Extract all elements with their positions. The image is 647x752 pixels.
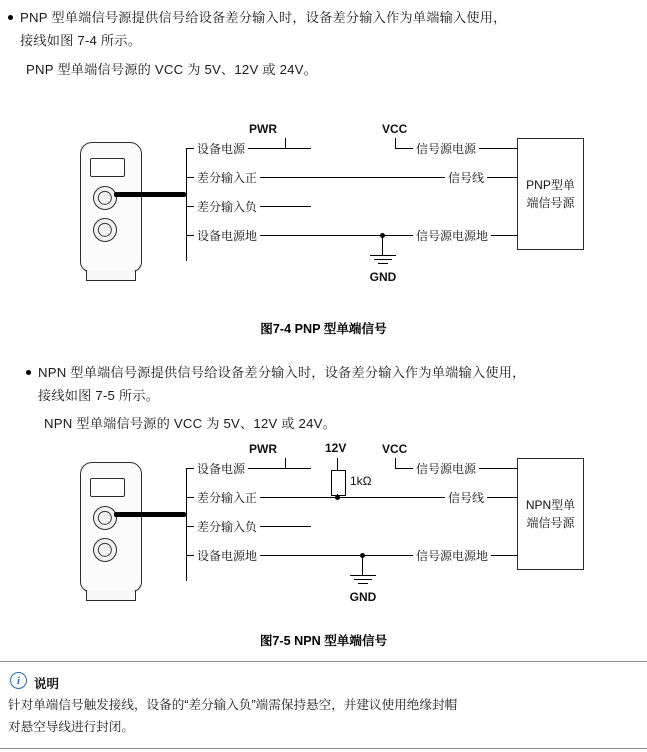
note-divider-bottom xyxy=(0,748,647,749)
wire-ground-drop xyxy=(382,235,383,255)
device-base-npn xyxy=(86,590,136,601)
signal-source-box xyxy=(517,138,584,250)
note-body-line1: 针对单端信号触发接线，设备的“差分输入负”端需保持悬空，并建议使用绝缘封帽 xyxy=(8,698,458,712)
paragraph-npn-vcc xyxy=(44,412,634,435)
device-display-npn xyxy=(90,478,125,497)
ground-bar-3-npn xyxy=(358,583,368,584)
paragraph-pnp-vcc xyxy=(26,58,626,81)
ground-bar-2 xyxy=(374,259,392,260)
ground-bar-1 xyxy=(370,255,396,256)
label-resistor-value: 1kΩ xyxy=(350,474,372,488)
label-device-power: 设备电源 xyxy=(194,140,248,157)
label-diff-input-negative-npn: 差分输入负 xyxy=(194,518,260,535)
paragraph-pnp-intro-line2: 接线如图 7-4 所示。 xyxy=(20,33,142,49)
device-display xyxy=(90,158,125,177)
figure-7-5-caption: 图7-5 NPN 型单端信号 xyxy=(259,634,388,648)
label-signal-line: 信号线 xyxy=(445,169,487,186)
label-device-ground-npn: 设备电源地 xyxy=(194,547,260,564)
paragraph-pnp-intro-line1: PNP 型单端信号源提供信号给设备差分输入时，设备差分输入作为单端输入使用， xyxy=(20,10,507,25)
wire-pwr-tick-npn xyxy=(285,458,286,468)
device-cable xyxy=(114,192,186,197)
signal-source-box-npn-line1: NPN型单 xyxy=(525,498,576,512)
label-device-ground: 设备电源地 xyxy=(194,227,260,244)
paragraph-npn-intro-line2: 接线如图 7-5 所示。 xyxy=(38,388,160,404)
label-source-ground-npn: 信号源电源地 xyxy=(413,547,491,564)
wire-vcc-tick-npn xyxy=(395,458,396,468)
label-pwr-npn: PWR xyxy=(249,442,277,456)
figure-7-4-caption: 图7-4 PNP 型单端信号 xyxy=(260,322,387,336)
label-vcc: VCC xyxy=(382,122,408,136)
signal-source-box-npn xyxy=(517,458,584,570)
ground-bar-3 xyxy=(378,263,388,264)
signal-source-box-line2: 端信号源 xyxy=(526,196,575,210)
device-connector-bottom-npn xyxy=(93,538,117,562)
device-connector-top-npn xyxy=(93,506,117,530)
paragraph-pnp-intro xyxy=(20,6,640,52)
info-icon: i xyxy=(10,672,27,689)
paragraph-pnp-vcc-line1: PNP 型单端信号源的 VCC 为 5V、12V 或 24V。 xyxy=(26,62,318,77)
signal-source-box-npn-line2: 端信号源 xyxy=(526,516,575,530)
paragraph-npn-vcc-line1: NPN 型单端信号源的 VCC 为 5V、12V 或 24V。 xyxy=(44,416,336,431)
device-connector-top xyxy=(93,186,117,210)
resistor-1k xyxy=(331,470,346,496)
label-diff-input-negative: 差分输入负 xyxy=(194,198,260,215)
label-signal-line-npn: 信号线 xyxy=(445,489,487,506)
resistor-node-dot xyxy=(335,495,340,500)
label-12v: 12V xyxy=(325,441,347,455)
label-source-power: 信号源电源 xyxy=(413,140,479,157)
label-gnd-npn: GND xyxy=(349,590,377,604)
wire-device-trunk xyxy=(186,148,187,261)
wire-vcc-tick xyxy=(395,138,396,148)
bullet-icon-npn xyxy=(26,370,31,375)
ground-bar-1-npn xyxy=(350,575,376,576)
wire-ground-drop-npn xyxy=(362,555,363,575)
signal-source-box-line1: PNP型单 xyxy=(526,178,575,192)
wire-12v-top xyxy=(337,458,338,470)
note-divider-top xyxy=(0,661,647,662)
paragraph-npn-intro-line1: NPN 型单端信号源提供信号给设备差分输入时，设备差分输入作为单端输入使用， xyxy=(38,365,526,380)
device-base xyxy=(86,270,136,281)
label-vcc-npn: VCC xyxy=(382,442,408,456)
wire-pwr-tick xyxy=(285,138,286,148)
label-pwr: PWR xyxy=(249,122,277,136)
label-diff-input-positive: 差分输入正 xyxy=(194,169,260,186)
label-diff-input-positive-npn: 差分输入正 xyxy=(194,489,260,506)
note-body-line2: 对悬空导线进行封闭。 xyxy=(8,720,134,735)
wire-device-trunk-npn xyxy=(186,468,187,581)
note-body xyxy=(8,694,640,738)
label-source-ground: 信号源电源地 xyxy=(413,227,491,244)
paragraph-npn-intro xyxy=(38,361,638,407)
bullet-icon xyxy=(8,15,13,20)
device-cable-npn xyxy=(114,512,186,517)
figure-7-4-diagram xyxy=(0,120,647,320)
label-device-power-npn: 设备电源 xyxy=(194,460,248,477)
ground-bar-2-npn xyxy=(354,579,372,580)
figure-7-5-diagram xyxy=(0,440,647,640)
device-connector-bottom xyxy=(93,218,117,242)
note-title: 说明 xyxy=(34,677,60,691)
label-source-power-npn: 信号源电源 xyxy=(413,460,479,477)
label-gnd: GND xyxy=(369,270,397,284)
